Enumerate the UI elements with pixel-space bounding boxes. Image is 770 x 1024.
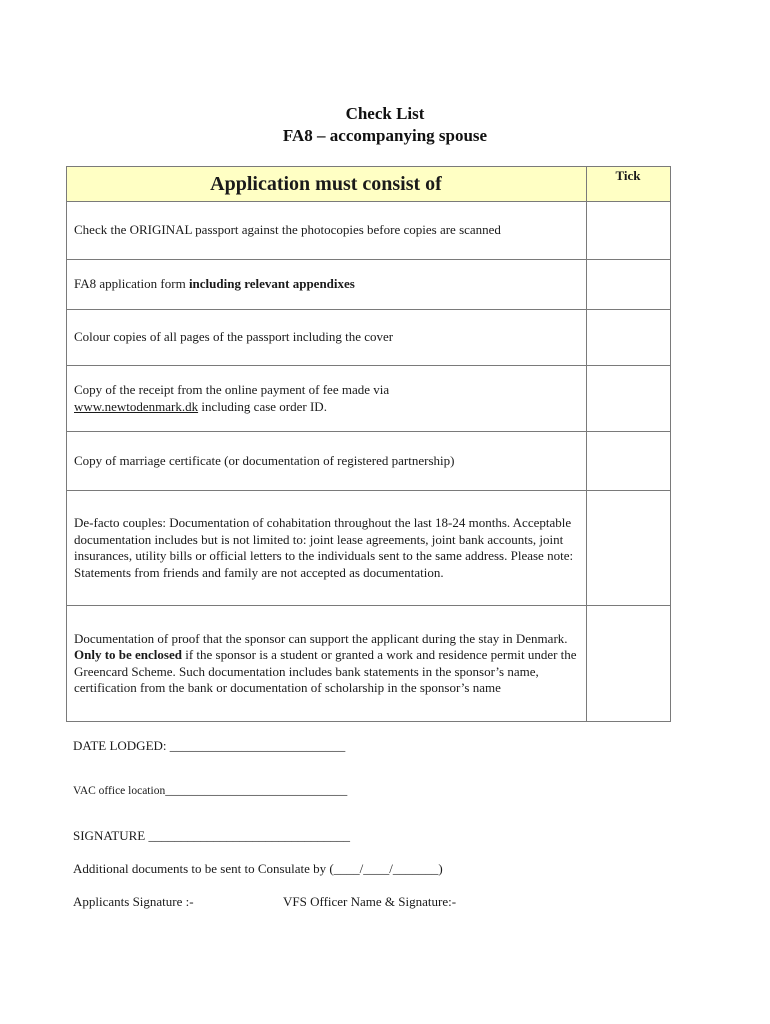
checklist-row (67, 606, 671, 722)
tick-box[interactable] (587, 260, 671, 310)
signature-field[interactable]: SIGNATURE _______________________________ (73, 828, 350, 843)
applicant-signature-label: Applicants Signature :- (73, 894, 194, 909)
tick-box[interactable] (587, 202, 671, 260)
checklist-item-text: Check the ORIGINAL passport against the photocopies before copies are scanned (67, 202, 587, 260)
checklist-row (67, 202, 671, 260)
checklist-row (67, 260, 671, 310)
vfs-officer-signature-label: VFS Officer Name & Signature:- (283, 894, 457, 909)
item-text: Documentation of proof that the sponsor can support the applicant during the stay in Denmark. (74, 630, 568, 646)
checklist-item-text (67, 606, 587, 722)
checklist-item-text: Copy of marriage certificate (or documentation of registered partnership) (67, 432, 587, 491)
checklist-item-text: Colour copies of all pages of the passport including the cover (67, 310, 587, 366)
tick-box[interactable] (587, 606, 671, 722)
item-text: including case order ID. (198, 398, 327, 414)
tick-box[interactable] (587, 432, 671, 491)
checklist-row (67, 491, 671, 606)
checklist-header-row (67, 167, 671, 202)
checklist-row (67, 432, 671, 491)
item-text-bold: including relevant appendixes (188, 276, 355, 292)
date-lodged-field[interactable]: DATE LODGED: ___________________________ (73, 738, 346, 753)
checklist-row (67, 310, 671, 366)
vac-office-label: VAC office location (73, 785, 166, 797)
checklist-heading: Application must consist of (67, 167, 587, 202)
checklist-row (67, 366, 671, 432)
tick-box[interactable] (587, 310, 671, 366)
item-text: FA8 application form (74, 276, 189, 292)
item-text: Copy of the receipt from the online payment of fee made via (74, 382, 390, 397)
document-title: Check List (345, 104, 425, 123)
tick-heading: Tick (587, 167, 671, 202)
checklist-item-text: De-facto couples: Documentation of cohabitation throughout the last 18-24 months. Acceptable documentation includes but is not limited to: joint lease agreements, joint bank accounts, joint insurances, utility bills or official letters to the individuals sent to the same address. Please note: Statements from friends and family are not accepted as documentation. (67, 491, 587, 606)
vac-office-line[interactable]: ____________________________ (165, 782, 348, 797)
item-text: if the sponsor is a student or granted a work and residence permit under the Greencard Scheme. Such documentation includes bank statements in the sponsor’s name, certification from the bank or documentation of scholarship in the sponsor’s name (74, 647, 577, 695)
item-text-bold: Only to be enclosed (74, 647, 182, 662)
tick-box[interactable] (587, 366, 671, 432)
checklist-table (66, 166, 671, 722)
additional-documents-line[interactable]: Additional documents to be sent to Consulate by (____/____/_______) (73, 861, 443, 876)
checklist-item-text (67, 260, 587, 310)
vac-office-field[interactable] (73, 782, 347, 798)
website-link[interactable]: www.newtodenmark.dk (74, 398, 199, 414)
tick-box[interactable] (587, 491, 671, 606)
document-subtitle: FA8 – accompanying spouse (282, 126, 488, 145)
checklist-item-text (67, 366, 587, 432)
